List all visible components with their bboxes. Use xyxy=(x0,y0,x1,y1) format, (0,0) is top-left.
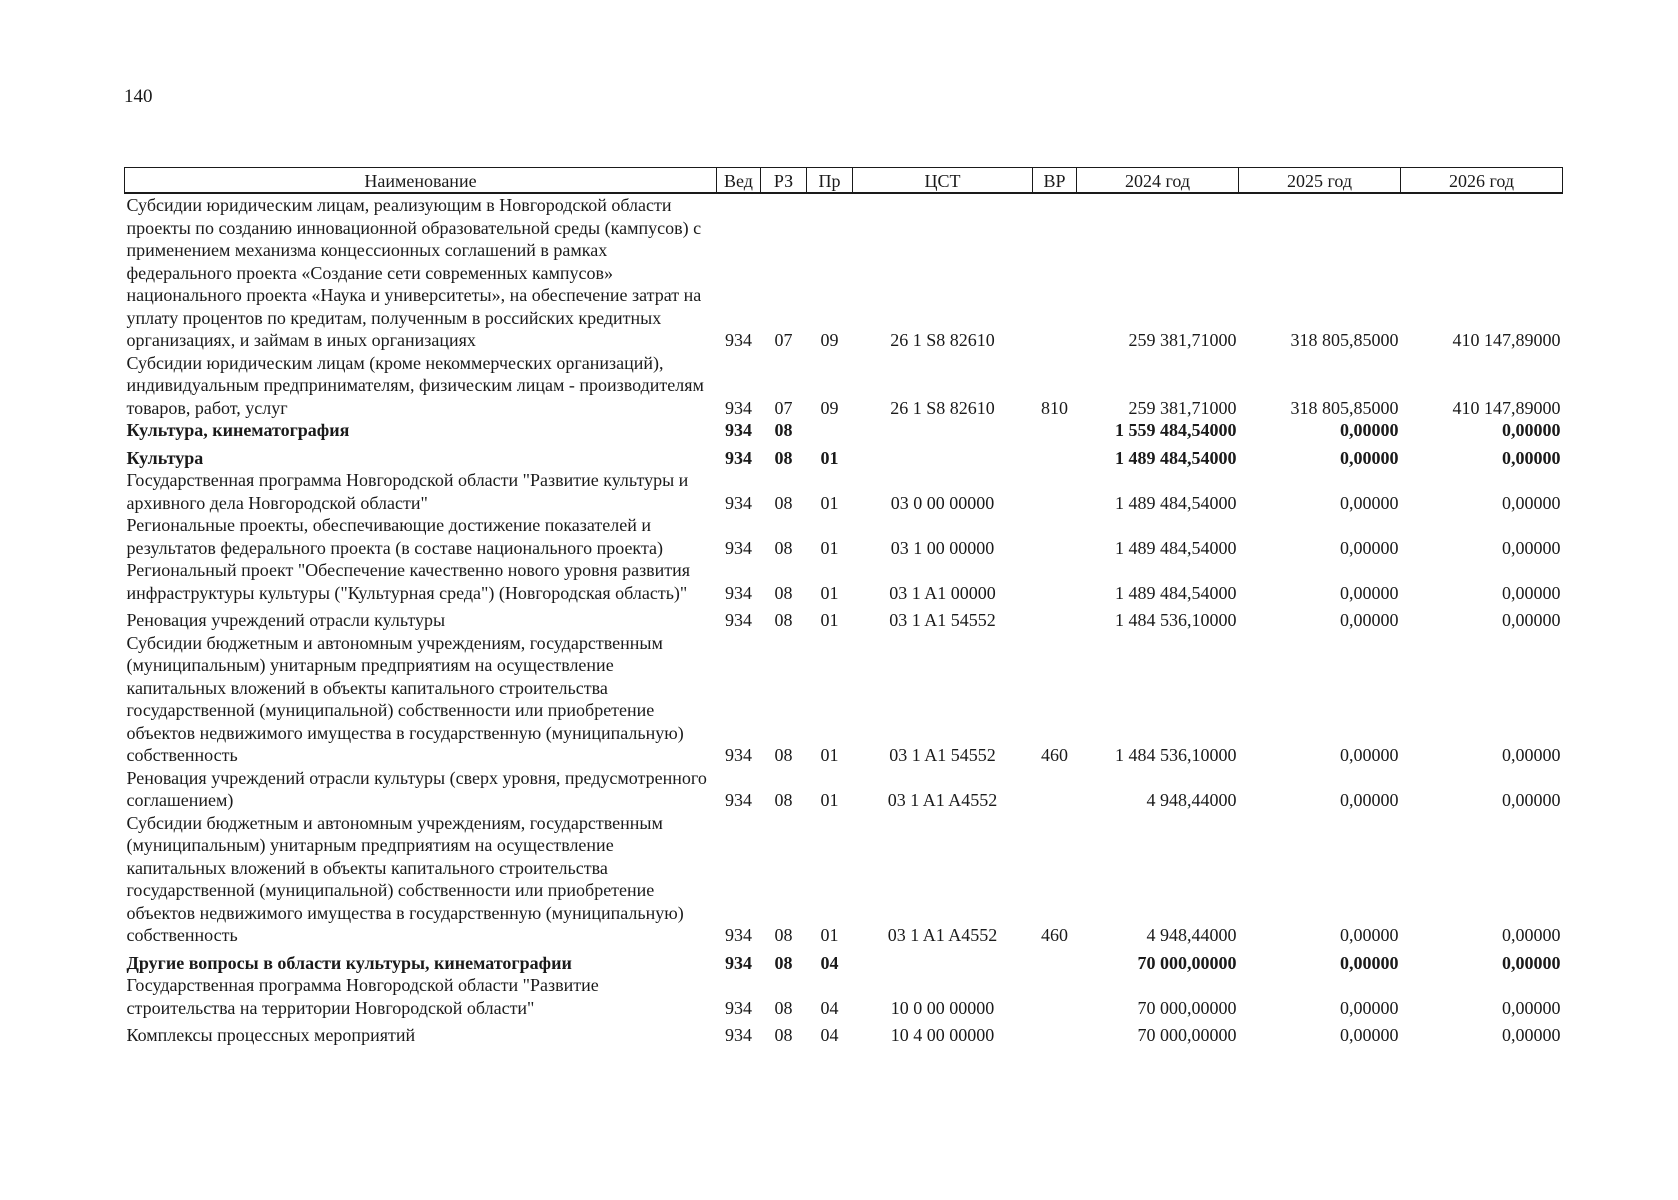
row-rz: 08 xyxy=(774,997,793,1018)
row-2025: 318 805,85000 xyxy=(1290,330,1399,350)
table-header-row xyxy=(125,168,1563,194)
row-pr: 01 xyxy=(820,447,839,468)
row-2025: 0,00000 xyxy=(1340,582,1399,603)
row-2024: 1 484 536,10000 xyxy=(1115,745,1237,765)
row-cst xyxy=(853,442,1033,470)
table-row xyxy=(125,1019,1563,1047)
table-row xyxy=(125,352,1563,420)
row-cst: 03 1 00 00000 xyxy=(890,537,995,558)
header-2025: 2025 год xyxy=(1239,168,1401,194)
row-2024: 1 489 484,54000 xyxy=(1115,537,1237,558)
row-vr xyxy=(1033,559,1077,604)
row-2024: 259 381,71000 xyxy=(1128,330,1237,350)
row-2025: 0,00000 xyxy=(1340,492,1399,513)
row-name: Другие вопросы в области культуры, кинематографии xyxy=(126,952,572,973)
table-row xyxy=(125,559,1563,604)
row-ved: 934 xyxy=(725,610,752,630)
row-vr xyxy=(1033,442,1077,470)
row-2024: 1 489 484,54000 xyxy=(1115,582,1237,603)
table-row xyxy=(125,193,1563,352)
header-2024: 2024 год xyxy=(1077,168,1239,194)
row-name: Субсидии юридическим лицам (кроме некоммерческих организаций), индивидуальным предпринимателям, физическим лицам - производителям товаров, работ, услуг xyxy=(126,352,704,418)
row-2026: 0,00000 xyxy=(1502,790,1561,810)
row-cst: 03 0 00 00000 xyxy=(890,492,995,513)
row-ved: 934 xyxy=(725,447,752,468)
row-2026: 0,00000 xyxy=(1502,582,1561,603)
row-2026: 0,00000 xyxy=(1502,925,1561,945)
row-2026: 0,00000 xyxy=(1502,745,1561,765)
row-rz: 08 xyxy=(774,790,793,810)
row-name: Субсидии бюджетным и автономным учреждениям, государственным (муниципальным) унитарным предприятиям на осуществление капитальных вложений в объекты капитального строительства государственной (муниципальной) собственности или приобретение объектов недвижимого имущества в государственную (муниципальную) собственность xyxy=(126,812,684,945)
row-name: Субсидии бюджетным и автономным учреждениям, государственным (муниципальным) унитарным предприятиям на осуществление капитальных вложений в объекты капитального строительства государственной (муниципальной) собственности или приобретение объектов недвижимого имущества в государственную (муниципальную) собственность xyxy=(126,632,684,765)
row-vr xyxy=(1033,1019,1077,1047)
row-ved: 934 xyxy=(725,492,752,513)
row-ved: 934 xyxy=(725,790,752,810)
row-pr: 09 xyxy=(820,397,839,418)
row-vr: 460 xyxy=(1041,745,1068,765)
row-2025: 0,00000 xyxy=(1340,952,1399,973)
budget-table xyxy=(124,167,1563,1047)
row-2026: 0,00000 xyxy=(1502,492,1561,513)
row-rz: 07 xyxy=(774,330,793,350)
row-pr: 01 xyxy=(820,925,839,945)
row-2026: 410 147,89000 xyxy=(1452,330,1561,350)
row-name: Субсидии юридическим лицам, реализующим в Новгородской области проекты по созданию инновационной образовательной среды (кампусов) с применением механизма концессионных соглашений в рамках федерального проекта «Создание сети современных кампусов» национального проекта «Наука и университеты», на обеспечение затрат на уплату процентов по кредитам, полученным в российских кредитных организациях, и займам в иных организациях xyxy=(126,195,702,350)
row-2026: 410 147,89000 xyxy=(1452,397,1561,418)
row-2024: 1 489 484,54000 xyxy=(1115,492,1237,513)
row-2025: 0,00000 xyxy=(1340,925,1399,945)
table-row xyxy=(125,419,1563,442)
row-cst: 26 1 S8 82610 xyxy=(890,330,995,350)
row-2026: 0,00000 xyxy=(1502,420,1561,440)
row-pr: 01 xyxy=(820,492,839,513)
row-2026: 0,00000 xyxy=(1502,447,1561,468)
row-2024: 70 000,00000 xyxy=(1137,952,1237,973)
row-2026: 0,00000 xyxy=(1502,997,1561,1018)
row-vr: 460 xyxy=(1041,925,1068,945)
row-vr xyxy=(1033,419,1077,442)
row-ved: 934 xyxy=(725,420,752,440)
row-rz: 08 xyxy=(774,610,793,630)
row-2026: 0,00000 xyxy=(1502,537,1561,558)
row-cst: 10 0 00 00000 xyxy=(890,997,995,1018)
table-row xyxy=(125,812,1563,947)
row-cst: 03 1 A1 54552 xyxy=(889,610,996,630)
row-2024: 259 381,71000 xyxy=(1128,397,1237,418)
table-row xyxy=(125,604,1563,632)
table-row xyxy=(125,469,1563,514)
row-rz: 08 xyxy=(774,1025,793,1045)
row-2024: 70 000,00000 xyxy=(1137,997,1237,1018)
table-row xyxy=(125,514,1563,559)
row-vr xyxy=(1033,767,1077,812)
row-2024: 1 559 484,54000 xyxy=(1115,420,1237,440)
row-cst: 03 1 A1 00000 xyxy=(889,582,996,603)
row-rz: 08 xyxy=(774,745,793,765)
header-2026: 2026 год xyxy=(1401,168,1563,194)
row-2025: 0,00000 xyxy=(1340,447,1399,468)
row-cst: 10 4 00 00000 xyxy=(890,1025,995,1045)
row-pr: 04 xyxy=(820,1025,839,1045)
row-ved: 934 xyxy=(725,582,752,603)
row-vr xyxy=(1033,193,1077,352)
row-pr xyxy=(807,419,853,442)
header-pr: Пр xyxy=(807,168,853,194)
row-ved: 934 xyxy=(725,745,752,765)
row-ved: 934 xyxy=(725,397,752,418)
row-2025: 0,00000 xyxy=(1340,537,1399,558)
row-rz: 08 xyxy=(774,537,793,558)
row-vr xyxy=(1033,514,1077,559)
row-name: Комплексы процессных мероприятий xyxy=(126,1025,416,1045)
row-name: Государственная программа Новгородской области "Развитие строительства на территории Новгородской области" xyxy=(126,975,599,1018)
row-pr: 01 xyxy=(820,582,839,603)
row-name: Региональные проекты, обеспечивающие достижение показателей и результатов федерального проекта (в составе национального проекта) xyxy=(126,515,664,558)
row-ved: 934 xyxy=(725,925,752,945)
header-name: Наименование xyxy=(125,168,717,194)
row-2024: 4 948,44000 xyxy=(1146,925,1237,945)
row-2025: 0,00000 xyxy=(1340,610,1399,630)
row-2024: 70 000,00000 xyxy=(1137,1025,1237,1045)
header-vr: ВР xyxy=(1033,168,1077,194)
row-ved: 934 xyxy=(725,1025,752,1045)
row-pr: 01 xyxy=(820,537,839,558)
row-pr: 04 xyxy=(820,997,839,1018)
row-pr: 09 xyxy=(820,330,839,350)
table-row xyxy=(125,632,1563,767)
row-2026: 0,00000 xyxy=(1502,952,1561,973)
row-2026: 0,00000 xyxy=(1502,1025,1561,1045)
row-2025: 0,00000 xyxy=(1340,420,1399,440)
row-cst: 03 1 A1 A4552 xyxy=(887,790,998,810)
row-vr: 810 xyxy=(1041,397,1068,418)
row-2025: 0,00000 xyxy=(1340,1025,1399,1045)
row-name: Культура xyxy=(126,447,204,468)
row-2024: 4 948,44000 xyxy=(1146,790,1237,810)
row-cst: 03 1 A1 A4552 xyxy=(887,925,998,945)
row-rz: 08 xyxy=(774,925,793,945)
table-row xyxy=(125,974,1563,1019)
row-cst: 26 1 S8 82610 xyxy=(890,397,995,418)
row-vr xyxy=(1033,974,1077,1019)
header-rz: РЗ xyxy=(761,168,807,194)
row-pr: 01 xyxy=(820,745,839,765)
header-ved: Вед xyxy=(717,168,761,194)
row-cst xyxy=(853,947,1033,975)
row-rz: 08 xyxy=(774,582,793,603)
row-name: Реновация учреждений отрасли культуры (сверх уровня, предусмотренного соглашением) xyxy=(126,767,707,810)
table-row xyxy=(125,442,1563,470)
row-2025: 0,00000 xyxy=(1340,745,1399,765)
row-vr xyxy=(1033,469,1077,514)
row-pr: 01 xyxy=(820,610,839,630)
row-cst xyxy=(853,419,1033,442)
table-row xyxy=(125,947,1563,975)
row-2024: 1 484 536,10000 xyxy=(1115,610,1237,630)
row-name: Культура, кинематография xyxy=(126,420,350,440)
row-cst: 03 1 A1 54552 xyxy=(889,745,996,765)
row-2025: 318 805,85000 xyxy=(1290,397,1399,418)
table-body xyxy=(125,193,1563,1047)
row-pr: 01 xyxy=(820,790,839,810)
row-pr: 04 xyxy=(820,952,839,973)
row-2024: 1 489 484,54000 xyxy=(1115,447,1237,468)
row-rz: 08 xyxy=(774,447,793,468)
row-vr xyxy=(1033,604,1077,632)
row-ved: 934 xyxy=(725,997,752,1018)
row-2026: 0,00000 xyxy=(1502,610,1561,630)
row-rz: 08 xyxy=(774,952,793,973)
page-number: 140 xyxy=(124,86,153,107)
row-ved: 934 xyxy=(725,330,752,350)
row-rz: 07 xyxy=(774,397,793,418)
row-rz: 08 xyxy=(774,492,793,513)
row-name: Государственная программа Новгородской области "Развитие культуры и архивного дела Новгородской области" xyxy=(126,470,689,513)
row-name: Региональный проект "Обеспечение качественно нового уровня развития инфраструктуры культуры ("Культурная среда") (Новгородская область)" xyxy=(126,560,691,603)
row-vr xyxy=(1033,947,1077,975)
row-2025: 0,00000 xyxy=(1340,997,1399,1018)
row-rz: 08 xyxy=(774,420,793,440)
row-ved: 934 xyxy=(725,952,752,973)
row-name: Реновация учреждений отрасли культуры xyxy=(126,610,446,630)
table-row xyxy=(125,767,1563,812)
row-2025: 0,00000 xyxy=(1340,790,1399,810)
header-cst: ЦСТ xyxy=(853,168,1033,194)
row-ved: 934 xyxy=(725,537,752,558)
